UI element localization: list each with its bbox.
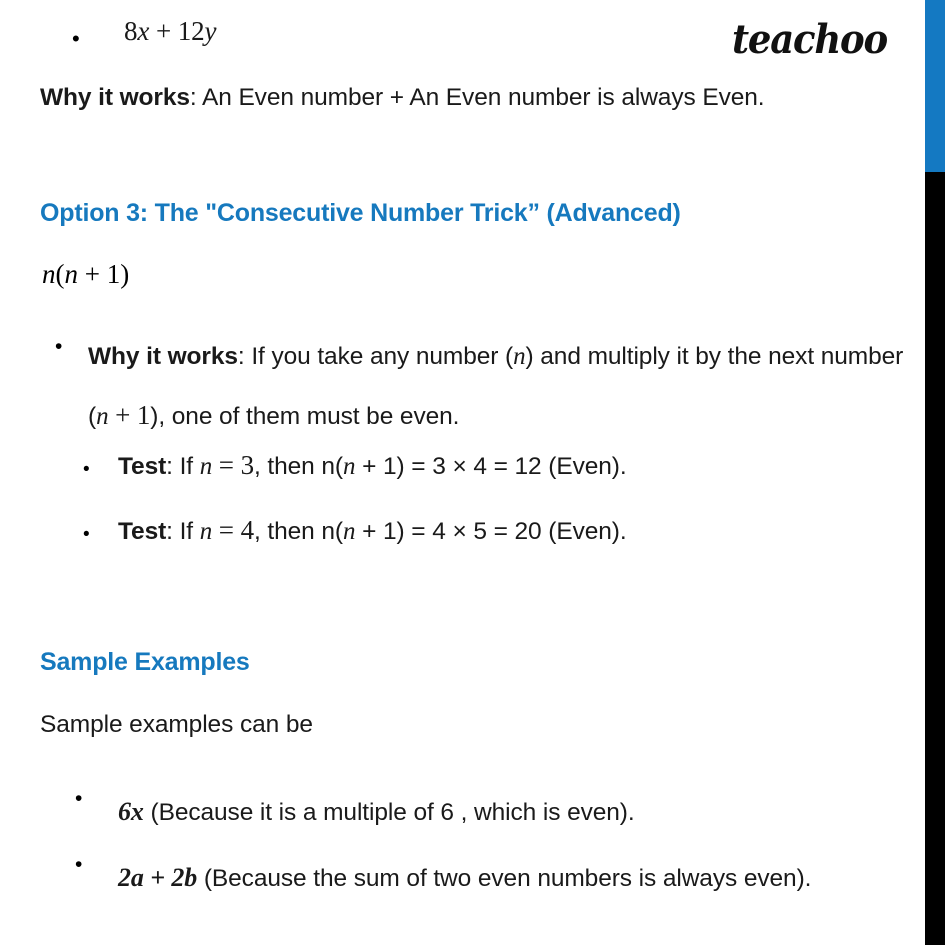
- why-it-works-text-part3: ), one of them must be even.: [150, 403, 460, 430]
- then-word: , then: [253, 518, 322, 545]
- teachoo-logo: teachoo: [732, 15, 887, 63]
- variable-y: y: [204, 16, 217, 46]
- why-it-works-text-part2: ) and multiply it by the next number (: [88, 343, 904, 430]
- plus-operator: +: [78, 259, 107, 289]
- variable-n-inner: n: [342, 518, 356, 545]
- variable-n-inner: n: [64, 259, 78, 289]
- bullet-marker: •: [72, 26, 80, 51]
- page-edge-bar[interactable]: [925, 0, 945, 945]
- why-it-works-even-sum: [40, 86, 764, 111]
- coefficient-8: 8: [124, 16, 138, 46]
- expression-8x-plus-12y: [124, 18, 216, 46]
- test-body: [118, 452, 627, 480]
- why-it-works-label: Why it works: [88, 343, 238, 370]
- heading-option-3: Option 3: The "Consecutive Number Trick” (Advanced): [40, 199, 681, 227]
- variable-n: n: [513, 343, 526, 370]
- plus-one: + 1: [355, 453, 397, 480]
- coefficient-2-a: 2: [118, 863, 131, 892]
- plus-operator: +: [143, 863, 172, 892]
- sample-intro-text: Sample examples can be: [40, 711, 313, 738]
- paren-close: ): [120, 259, 130, 289]
- test-result: ) = 3 × 4 = 12 (Even).: [396, 453, 627, 480]
- plus-one: + 1: [108, 400, 151, 430]
- test-label: Test: [118, 518, 167, 545]
- plus-operator: +: [149, 16, 178, 46]
- edge-bar-blue-segment[interactable]: [925, 0, 945, 172]
- coefficient-12: 12: [177, 16, 205, 46]
- why-it-works-body: [88, 328, 928, 446]
- variable-x: x: [130, 797, 144, 826]
- bullet-marker: •: [83, 459, 90, 480]
- constant-1: 1: [106, 259, 121, 289]
- variable-b: b: [184, 863, 198, 892]
- variable-n: n: [199, 453, 213, 480]
- value-3: 3: [240, 450, 254, 480]
- bullet-marker: •: [75, 853, 83, 876]
- coefficient-6: 6: [118, 797, 131, 826]
- sample-reason: (Because the sum of two even numbers is always even).: [197, 865, 812, 892]
- why-it-works-label: Why it works: [40, 84, 190, 111]
- test-prefix: : If: [166, 453, 200, 480]
- variable-n-inner: n: [342, 453, 356, 480]
- bullet-marker: •: [75, 787, 83, 810]
- then-word: , then: [253, 453, 322, 480]
- bullet-marker: •: [55, 335, 63, 358]
- edge-bar-black-segment: [925, 172, 945, 945]
- coefficient-2-b: 2: [171, 863, 185, 892]
- variable-x: x: [137, 16, 150, 46]
- equals-sign: =: [212, 450, 241, 480]
- why-it-works-text-part1: : If you take any number (: [237, 343, 514, 370]
- variable-n: n: [199, 518, 213, 545]
- value-4: 4: [240, 515, 254, 545]
- heading-sample-examples: Sample Examples: [40, 648, 250, 676]
- bullet-marker: •: [83, 524, 90, 545]
- variable-a: a: [130, 863, 144, 892]
- sample-body-2a-2b: [118, 845, 923, 912]
- variable-n-2: n: [96, 403, 109, 430]
- function-n-open: n(: [321, 453, 343, 480]
- sample-reason: (Because it is a multiple of 6 , which is even).: [143, 799, 635, 826]
- test-label: Test: [118, 453, 167, 480]
- test-prefix: : If: [166, 518, 200, 545]
- test-body: [118, 517, 627, 545]
- equals-sign: =: [212, 515, 241, 545]
- paren-open: (: [55, 259, 65, 289]
- equation-n-times-n-plus-1: [42, 259, 129, 290]
- why-it-works-text: : An Even number + An Even number is always Even.: [189, 84, 765, 111]
- plus-one: + 1: [355, 518, 397, 545]
- variable-n-outer: n: [42, 259, 56, 289]
- test-result: ) = 4 × 5 = 20 (Even).: [396, 518, 627, 545]
- function-n-open: n(: [321, 518, 343, 545]
- sample-body-6x: [118, 779, 923, 846]
